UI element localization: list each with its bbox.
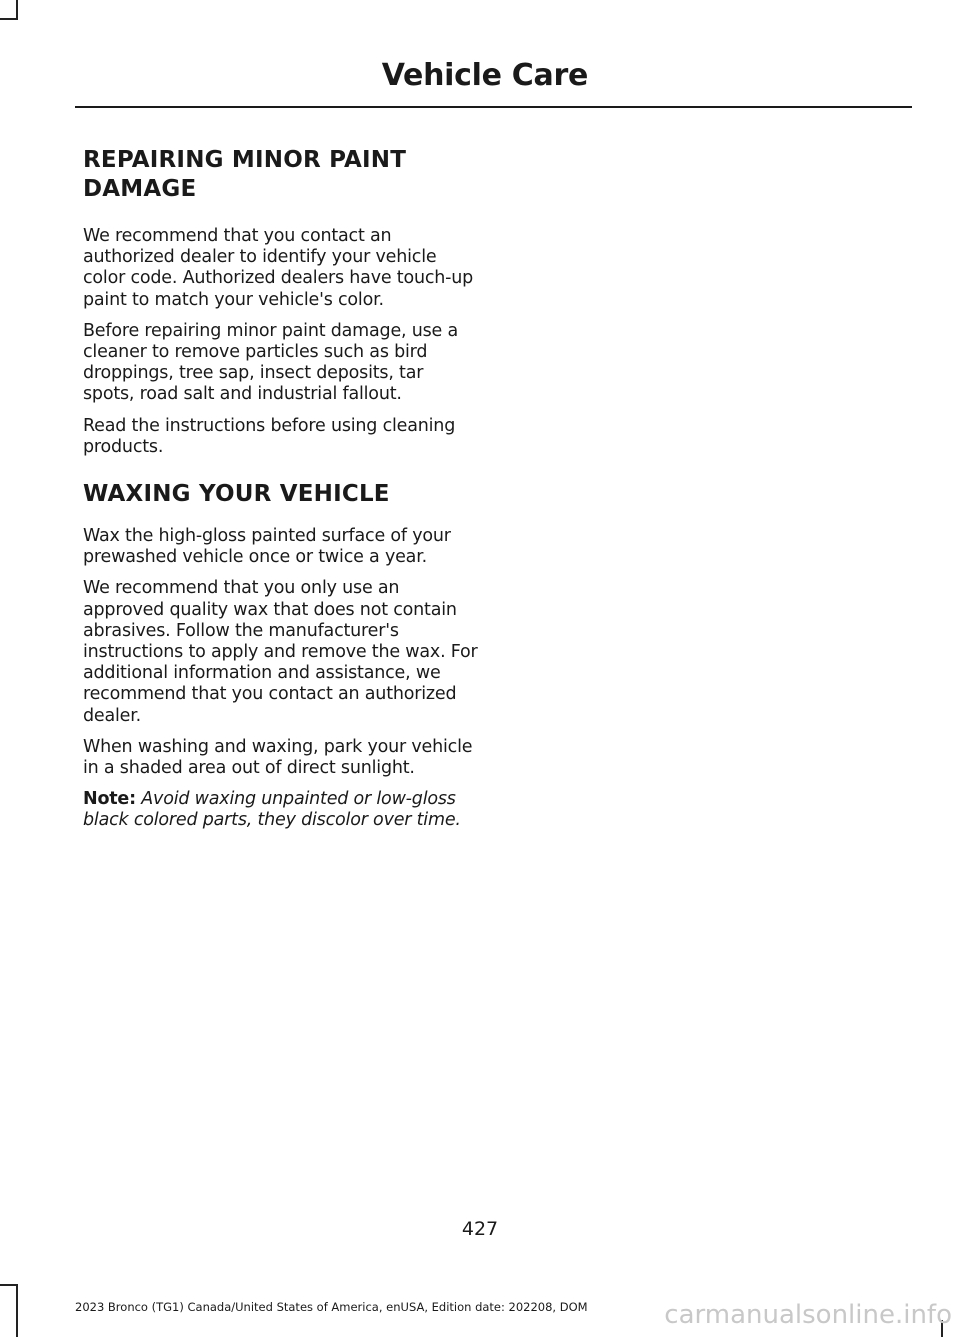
crop-mark-bottom-left-vertical	[16, 1284, 18, 1337]
watermark: carmanualsonline.info	[664, 1300, 952, 1330]
note	[83, 789, 478, 831]
note-text: Avoid waxing unpainted or low-gloss black colored parts, they discolor over time.	[83, 789, 461, 831]
section-heading-line1: REPAIRING MINOR PAINT	[83, 147, 407, 173]
paragraph: We recommend that you only use an approved quality wax that does not contain abrasives. Follow the manufacturer's instructions to apply and remove the wax. For additional information and assistance, we recommend that you contact an authorized dealer.	[83, 578, 478, 726]
page-header-title: Vehicle Care	[381, 58, 588, 93]
paragraph: Wax the high-gloss painted surface of your prewashed vehicle once or twice a year.	[83, 526, 451, 568]
paragraph: Read the instructions before using cleaning products.	[83, 415, 456, 457]
page-number: 427	[461, 1218, 499, 1240]
crop-mark-top-left-horizontal	[0, 18, 18, 20]
header-rule	[75, 106, 912, 108]
crop-mark-bottom-left-horizontal	[0, 1284, 18, 1286]
section-waxing-your-vehicle	[83, 480, 478, 832]
paragraph: Before repairing minor paint damage, use a cleaner to remove particles such as bird droppings, tree sap, insect deposits, tar spots, road salt and industrial fallout.	[83, 320, 459, 405]
crop-mark-top-left-vertical	[16, 0, 18, 20]
paragraph: We recommend that you contact an authorized dealer to identify your vehicle color code. Authorized dealers have touch-up paint to match your vehicle's color.	[83, 226, 474, 310]
section-heading-line2: DAMAGE	[83, 176, 197, 202]
note-label: Note:	[83, 789, 136, 810]
section-heading	[83, 146, 478, 204]
footer-edition-info: 2023 Bronco (TG1) Canada/United States of America, enUSA, Edition date: 202208, DOM	[75, 1300, 588, 1314]
section-repairing-minor-paint-damage	[83, 146, 478, 458]
paragraph: When washing and waxing, park your vehicle in a shaded area out of direct sunlight.	[83, 736, 473, 779]
content-column	[83, 146, 478, 842]
section-heading: WAXING YOUR VEHICLE	[83, 481, 390, 508]
